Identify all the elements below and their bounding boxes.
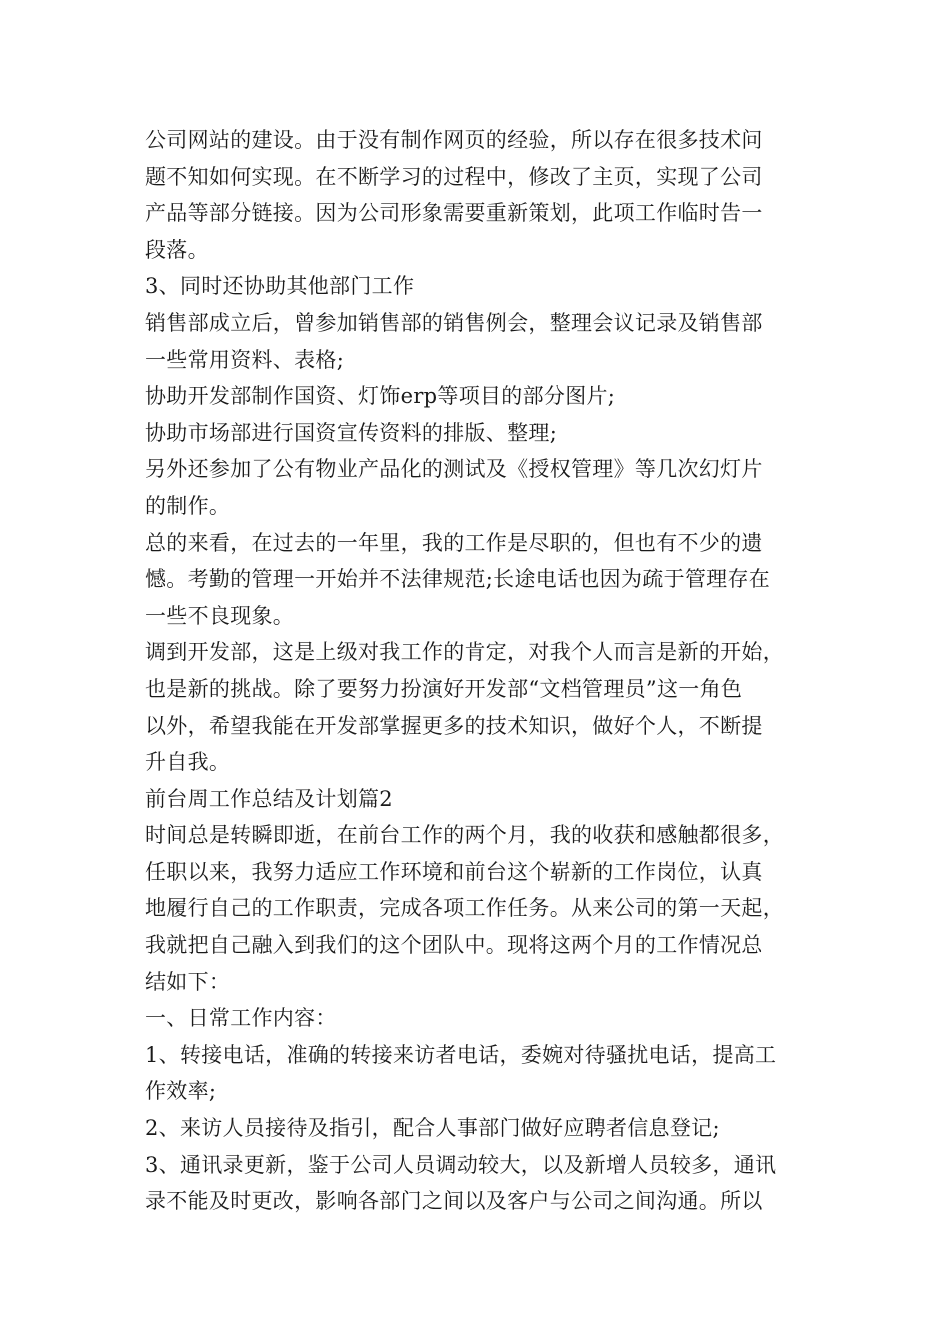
text-line: 以外，希望我能在开发部掌握更多的技术知识，做好个人，不断提 [145,713,763,738]
text-line: 3、通讯录更新，鉴于公司人员调动较大，以及新增人员较多，通讯 [145,1152,777,1177]
text-line: 地履行自己的工作职责，完成各项工作任务。从来公司的第一天起， [145,896,784,921]
text-line: 销售部成立后，曾参加销售部的销售例会，整理会议记录及销售部 [145,310,763,335]
text-line: 录不能及时更改，影响各部门之间以及客户与公司之间沟通。所以 [145,1189,763,1214]
text-line: 的制作。 [145,493,231,518]
text-line: 题不知如何实现。在不断学习的过程中，修改了主页，实现了公司 [145,164,763,189]
article-title: 前台周工作总结及计划篇2 [145,786,393,811]
text-line: 调到开发部，这是上级对我工作的肯定，对我个人而言是新的开始， [145,640,784,665]
text-line: 一些常用资料、表格; [145,347,345,372]
text-line: 2、来访人员接待及指引，配合人事部门做好应聘者信息登记; [145,1116,720,1141]
text-line: 公司网站的建设。由于没有制作网页的经验，所以存在很多技术问 [145,128,763,152]
section-heading: 3、同时还协助其他部门工作 [145,274,415,299]
section-heading: 一、日常工作内容： [145,1006,337,1031]
text-line: 也是新的挑战。除了要努力扮演好开发部“文档管理员”这一角色 [145,676,743,701]
text-line: 另外还参加了公有物业产品化的测试及《授权管理》等几次幻灯片 [145,457,763,482]
text-line: 段落。 [145,237,209,262]
text-line: 总的来看，在过去的一年里，我的工作是尽职的，但也有不少的遗 [145,530,763,555]
text-line: 协助开发部制作国资、灯饰erp等项目的部分图片; [145,384,616,409]
text-line: 协助市场部进行国资宣传资料的排版、整理; [145,420,558,445]
text-line: 憾。考勤的管理一开始并不法律规范;长途电话也因为疏于管理存在 [145,567,771,592]
text-line: 时间总是转瞬即逝，在前台工作的两个月，我的收获和感触都很多， [145,823,784,848]
text-line: 结如下： [145,969,231,994]
text-line: 1、转接电话，准确的转接来访者电话，委婉对待骚扰电话，提高工 [145,1042,777,1067]
text-line: 我就把自己融入到我们的这个团队中。现将这两个月的工作情况总 [145,933,763,958]
text-line: 作效率; [145,1079,217,1104]
text-line: 产品等部分链接。因为公司形象需要重新策划，此项工作临时告一 [145,201,763,226]
document-page [145,122,815,1220]
text-line: 一些不良现象。 [145,603,295,628]
text-line: 升自我。 [145,750,231,775]
text-line: 任职以来，我努力适应工作环境和前台这个崭新的工作岗位，认真 [145,859,763,884]
